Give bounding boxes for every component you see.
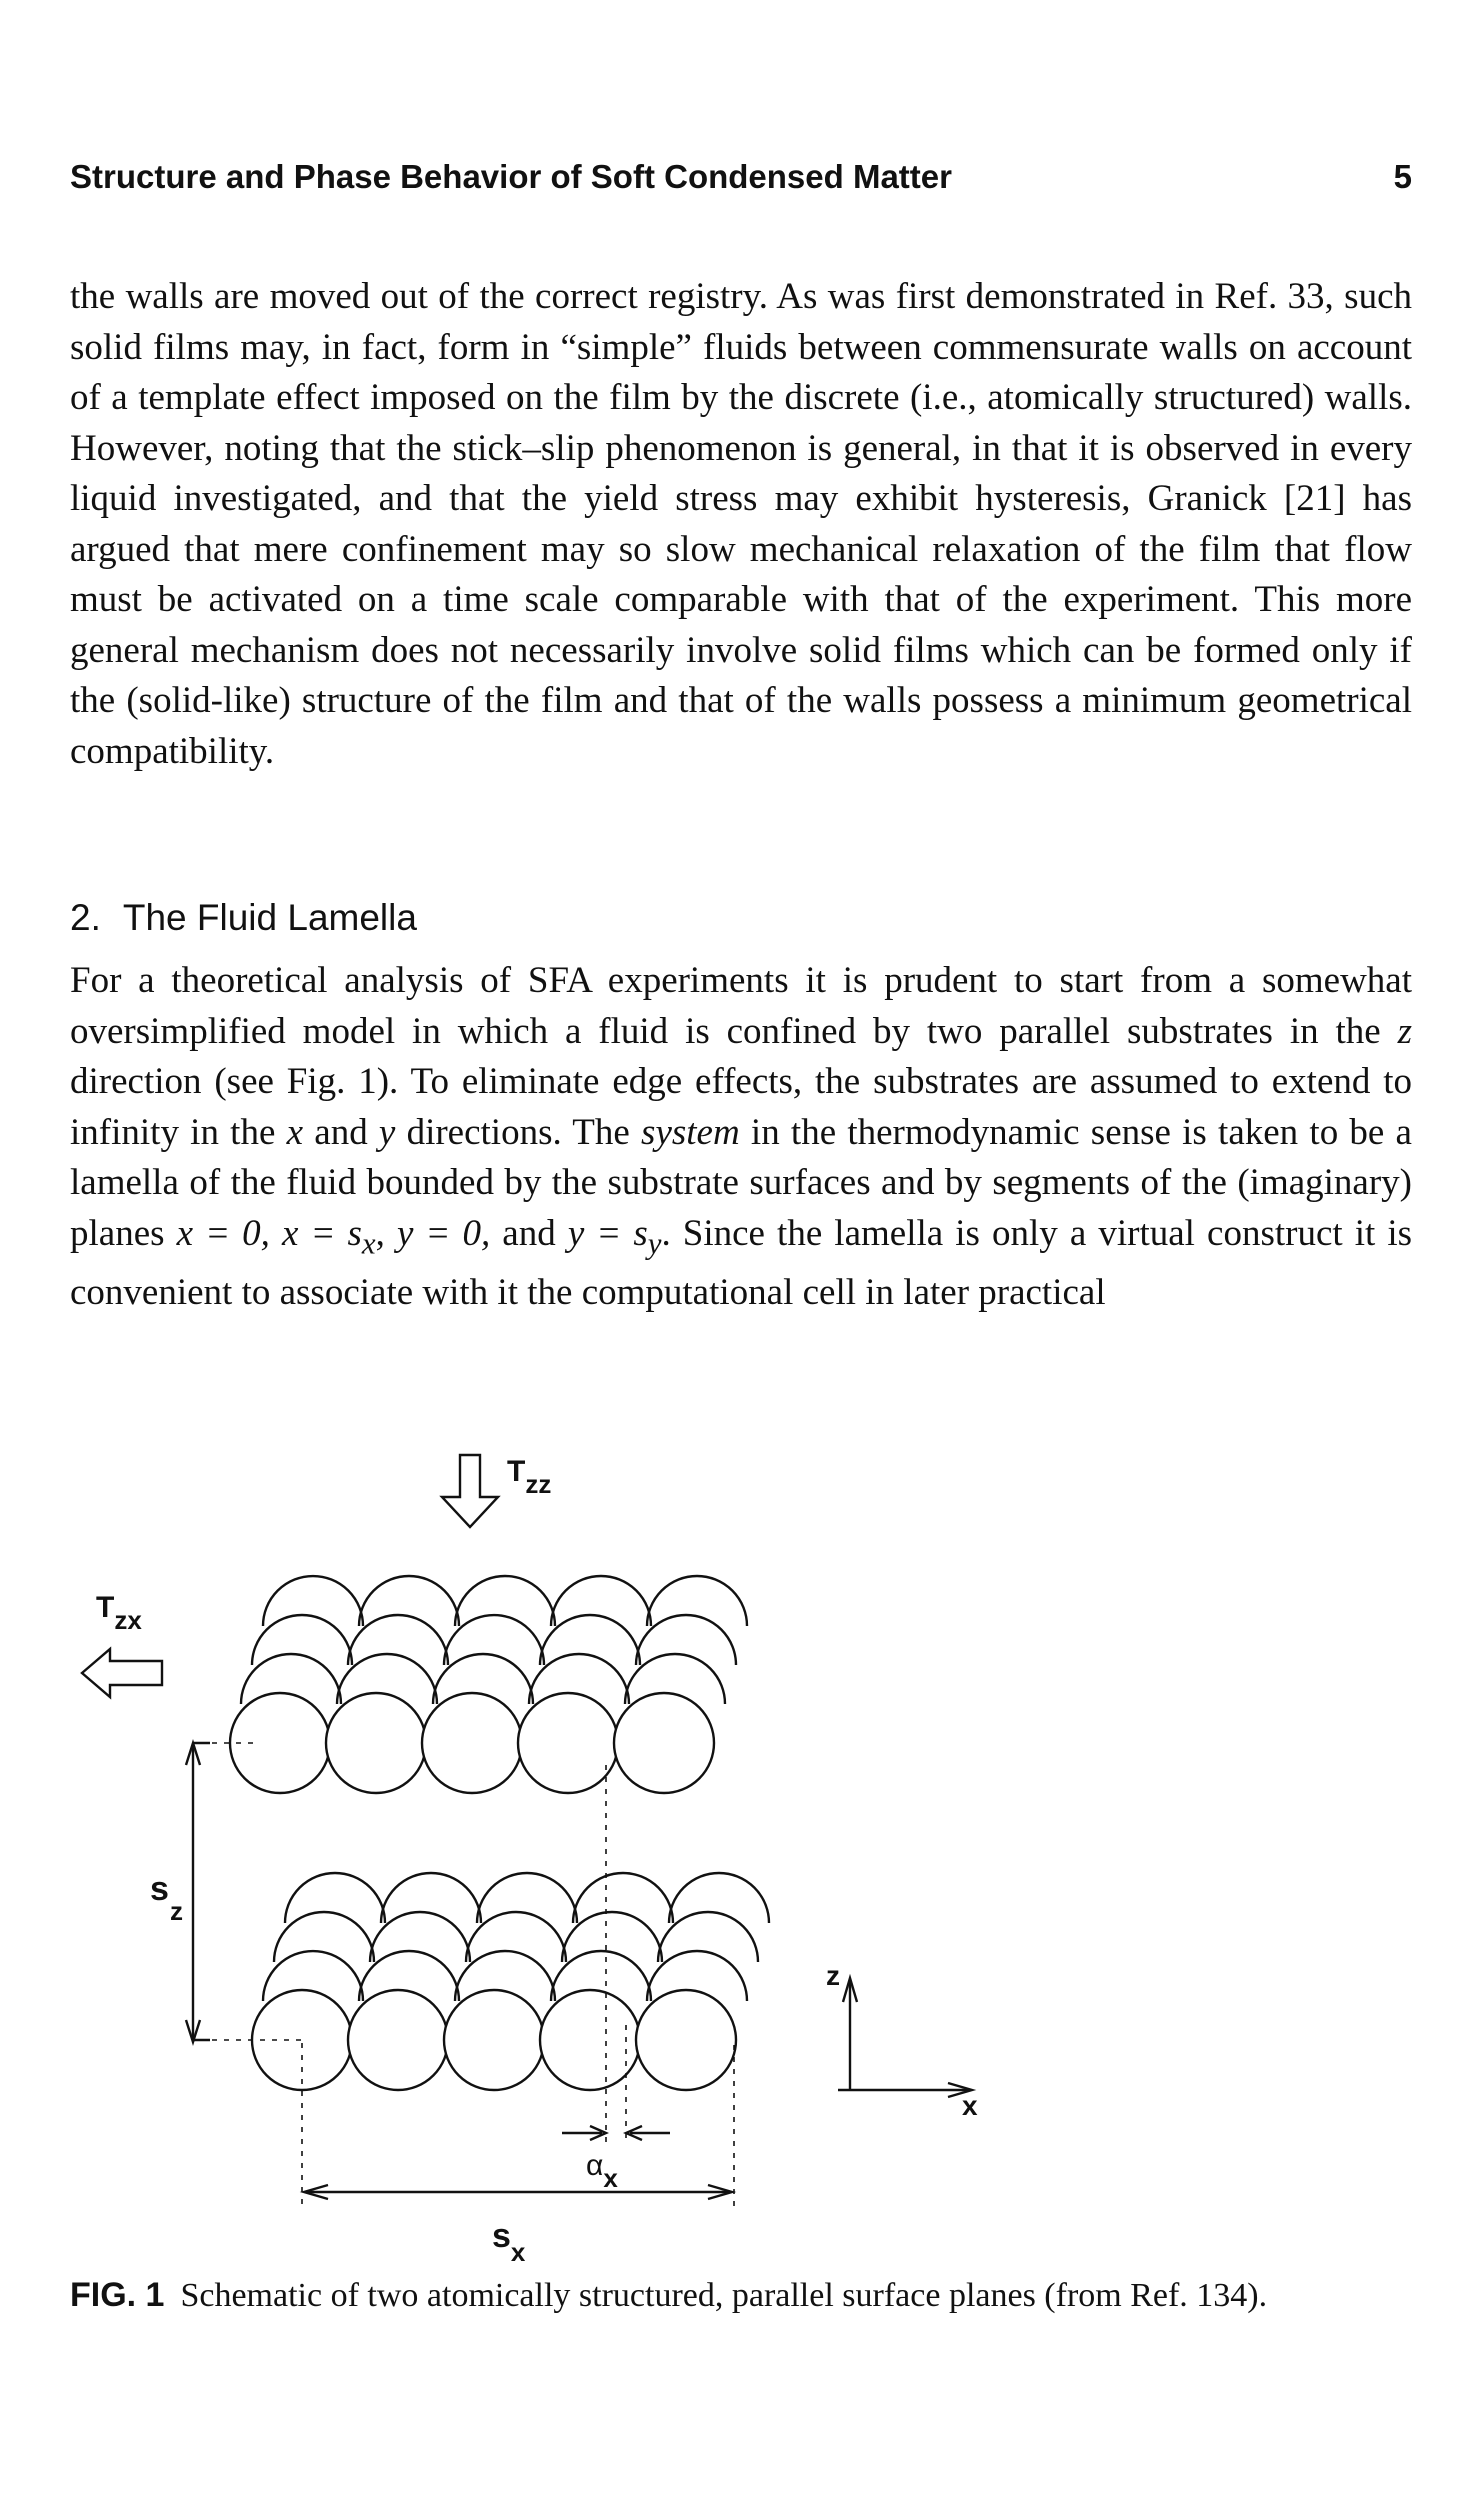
sz-label: sz — [150, 1870, 183, 1926]
tzz-label: Tzz — [507, 1455, 552, 1499]
tzx-arrow-icon — [82, 1649, 162, 1697]
alpha-arrow-left-icon — [626, 2126, 670, 2140]
paragraph-1: the walls are moved out of the correct registry. As was first demonstrated in Ref. 33, such solid films may, in fact, form in “simple” fluids between commensurate walls on account of a template effect imposed on the film by the discrete (i.e., atomically structured) walls. However, noting that the stick–slip phenomenon is general, in that it is observed in every liquid investigated, and that the yield stress may exhibit hysteresis, Granick [21] has argued that mere confinement may so slow mechanical relaxation of the film that flow must be activated on a time scale comparable with that of the experiment. This more general mechanism does not necessarily involve solid films which can be formed only if the (solid-like) structure of the film and that of the walls possess a minimum geometrical compatibility. — [70, 276, 1412, 772]
upper-wall-atom-arc — [263, 1576, 363, 1626]
alpha-arrow-right-icon — [562, 2126, 606, 2140]
x-axis-label: x — [962, 2090, 978, 2121]
section-title: The Fluid Lamella — [122, 897, 417, 938]
upper-wall-atom-arc — [252, 1615, 352, 1665]
upper-wall-atom-arc — [455, 1576, 555, 1626]
upper-wall-atom — [518, 1693, 618, 1793]
lower-wall-atom — [444, 1990, 544, 2090]
lower-wall-atom-arc — [274, 1912, 374, 1962]
running-title: Structure and Phase Behavior of Soft Condensed Matter — [70, 158, 952, 195]
lower-wall-atom — [252, 1990, 352, 2090]
lower-wall-atom-arc — [477, 1873, 577, 1923]
tzz-arrow-icon — [442, 1455, 498, 1527]
sx-label: $s_x$ — [492, 2217, 526, 2265]
caption-text: Schematic of two atomically structured, parallel surface planes (from Ref. 134). — [180, 2277, 1268, 2314]
schematic-diagram — [70, 1435, 1412, 2265]
paragraph-2: For a theoretical analysis of SFA experiments it is prudent to start from a somewhat oversimplified model in which a fluid is confined by two parallel substrates in the z direction (see Fig. 1). To eliminate edge effects, the substrates are assumed to extend to infinity in the x and y directions. The system in the thermodynamic sense is taken to be a lamella of the fluid bounded by the substrate surfaces and by segments of the (imaginary) planes x = 0, $x = s_x$, y = 0, and $y = s_y$. Since the lamella is only a virtual construct it is convenient to associate with it the computational cell in later practical — [70, 960, 1413, 1314]
lower-wall-atom-arc — [381, 1873, 481, 1923]
running-head — [70, 158, 1412, 198]
section-number: 2. — [70, 897, 101, 938]
lower-wall-atom-arc — [285, 1873, 385, 1923]
upper-wall-atom — [614, 1693, 714, 1793]
z-axis-label: z — [826, 1960, 840, 1991]
section-heading — [70, 897, 417, 939]
lower-wall — [252, 1873, 769, 2090]
page-number: 5 — [1393, 158, 1412, 195]
upper-wall-atom — [422, 1693, 522, 1793]
figure-label: FIG. 1 — [70, 2276, 165, 2314]
tzx-label: Tzx — [96, 1591, 142, 1635]
upper-wall-atom-arc — [359, 1576, 459, 1626]
upper-wall-atom — [230, 1693, 330, 1793]
upper-wall — [230, 1576, 747, 1793]
lower-wall-atom-arc — [669, 1873, 769, 1923]
upper-wall-atom — [326, 1693, 426, 1793]
upper-wall-atom-arc — [647, 1576, 747, 1626]
lower-wall-atom — [636, 1990, 736, 2090]
upper-wall-atom-arc — [551, 1576, 651, 1626]
alpha-x-label: αx — [586, 2149, 618, 2193]
figure-1 — [70, 1435, 1412, 2265]
lower-wall-atom — [348, 1990, 448, 2090]
lower-wall-atom-arc — [573, 1873, 673, 1923]
figure-caption — [70, 2272, 1412, 2319]
lower-wall-atom — [540, 1990, 640, 2090]
